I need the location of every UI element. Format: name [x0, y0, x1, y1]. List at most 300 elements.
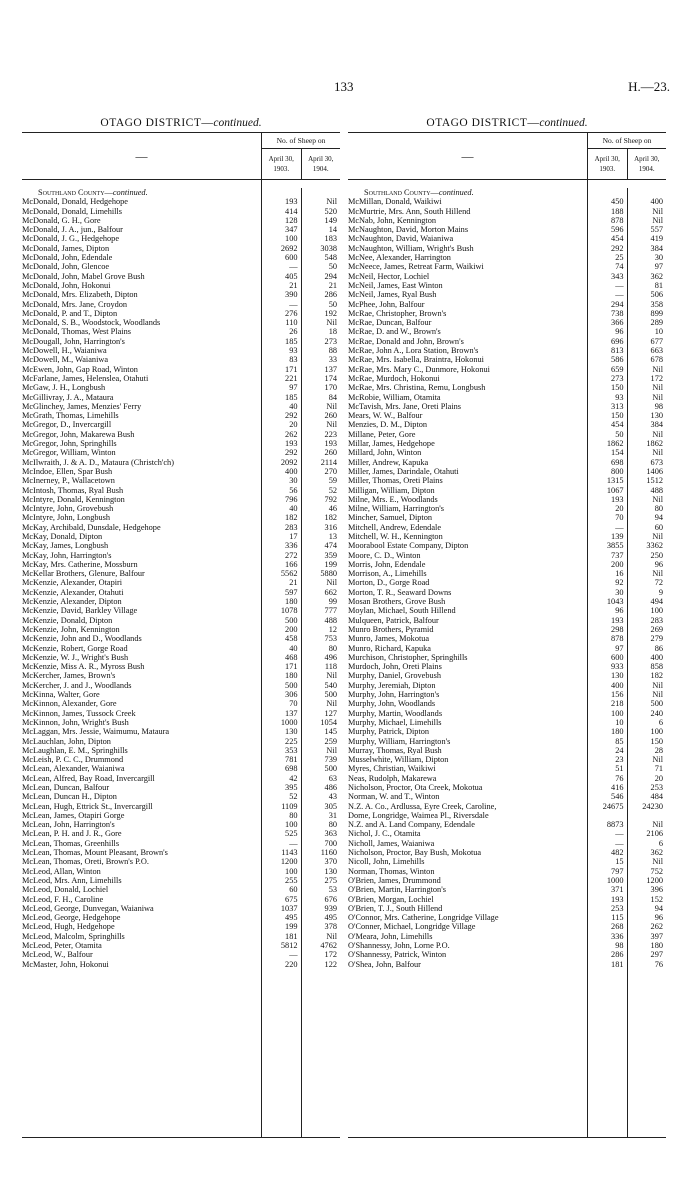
value-1904: 174: [324, 373, 337, 383]
value-1904: 43: [328, 792, 337, 802]
value-1903: 298: [611, 624, 624, 634]
table-row-name: McLean, James, Otapiri Gorge: [22, 810, 125, 820]
table-row-name: McLean, Duncan H., Dipton: [22, 792, 117, 802]
value-1903: 253: [611, 903, 624, 913]
table-row-name: McLeish, P. C. C., Drummond: [22, 755, 124, 765]
value-1903: 400: [611, 680, 624, 690]
value-1904: 260: [324, 448, 337, 458]
table-row-name: O'Brien, Morgan, Lochiel: [348, 894, 434, 904]
table-row-name: Murphy, John, Woodlands: [348, 699, 436, 709]
value-1903: 414: [285, 206, 298, 216]
column-1903: [588, 188, 627, 1137]
value-1903: —: [615, 290, 624, 300]
table-row-name: McLean, P. H. and J. R., Gore: [22, 829, 122, 839]
value-1904: 520: [324, 206, 337, 216]
table-row-name: McDonald, Thomas, West Plains: [22, 327, 131, 337]
table-row-name: McRae, D. and W., Brown's: [348, 327, 441, 337]
value-1904: 137: [324, 364, 337, 374]
value-1903: 5812: [280, 941, 298, 951]
value-1903: 83: [289, 355, 298, 365]
sheep-column-header: [587, 133, 666, 179]
table-row-name: Murphy, Martin, Woodlands: [348, 708, 443, 718]
value-1904: 506: [650, 290, 663, 300]
section-label: Southland County—continued.: [38, 188, 148, 197]
table-row-name: McRobie, William, Otamita: [348, 392, 441, 402]
value-1904: 99: [328, 597, 337, 607]
value-1904: 100: [650, 606, 663, 616]
value-1903: 130: [611, 671, 624, 681]
value-1904: 363: [324, 829, 337, 839]
value-1904: 400: [650, 652, 663, 662]
value-1903: 200: [285, 624, 298, 634]
table-row-name: McNab, John, Kennington: [348, 215, 437, 225]
table-row-name: McKenzie, Alexander, Otahuti: [22, 587, 124, 597]
value-1903: 405: [285, 271, 298, 281]
value-1903: 675: [285, 894, 298, 904]
name-column-header: —: [461, 148, 474, 163]
value-1904: 33: [328, 355, 337, 365]
table-row-name: McLeod, Mrs. Ann, Limehills: [22, 875, 122, 885]
value-1903: 137: [285, 708, 298, 718]
value-1904: 52: [328, 485, 337, 495]
value-1903: 313: [611, 401, 624, 411]
value-1904: 279: [650, 634, 663, 644]
value-1904: 297: [650, 950, 663, 960]
table-row-name: McIndoe, Ellen, Spar Bush: [22, 466, 113, 476]
table-row-name: McLeod, F. H., Caroline: [22, 894, 104, 904]
value-1904: 358: [650, 299, 663, 309]
table-row-name: McDowell, H., Waianiwa: [22, 346, 107, 356]
value-1904: 46: [328, 504, 337, 514]
value-1904: 495: [324, 913, 337, 923]
value-1904: 316: [324, 522, 337, 532]
value-1904: 172: [324, 950, 337, 960]
table-row-name: McNee, Alexander, Harrington: [348, 253, 451, 263]
value-1903: 343: [611, 271, 624, 281]
table-row-name: Murphy, Patrick, Dipton: [348, 727, 430, 737]
value-1904: 294: [324, 271, 337, 281]
table-row-name: Murphy, William, Harrington's: [348, 736, 451, 746]
value-1903: 737: [611, 550, 624, 560]
value-1904: Nil: [652, 206, 663, 216]
value-1903: 110: [285, 318, 298, 328]
value-1903: 97: [615, 643, 624, 653]
table-row-name: Musselwhite, William, Dipton: [348, 755, 449, 765]
table-row-name: O'Conner, Michael, Longridge Village: [348, 922, 476, 932]
value-1904: Nil: [326, 578, 337, 588]
value-1904: 118: [324, 662, 337, 672]
value-1903: 193: [611, 494, 624, 504]
date-1903-header: April 30, 1903.: [268, 155, 294, 173]
value-1903: 128: [285, 215, 298, 225]
table-row-name: McIlwraith, J. & A. D., Mataura (Christch'ch): [22, 457, 174, 467]
table-row-name: McLeod, Donald, Lochiel: [22, 885, 109, 895]
value-1903: 74: [615, 262, 624, 272]
table-row-name: McLeod, Malcolm, Springhills: [22, 931, 125, 941]
value-1904: 50: [328, 262, 337, 272]
value-1904: 59: [328, 476, 337, 486]
table-row-name: McRae, Christopher, Brown's: [348, 308, 447, 318]
table-row-name: McDonald, James, Dipton: [22, 243, 110, 253]
value-1904: 548: [324, 253, 337, 263]
table-body: [348, 180, 666, 1138]
value-1903: 100: [611, 708, 624, 718]
table-row-name: McDonald, John, Glencoe: [22, 262, 110, 272]
value-1904: 396: [650, 885, 663, 895]
table-row-name: McNaughton, William, Wright's Bush: [348, 243, 474, 253]
value-1903: 98: [615, 941, 624, 951]
value-1904: 150: [650, 736, 663, 746]
value-1903: 1000: [280, 717, 298, 727]
value-1903: 353: [285, 745, 298, 755]
table-row-name: Mosan Brothers, Grove Bush: [348, 597, 446, 607]
table-row-name: McLeod, Hugh, Hedgehope: [22, 922, 115, 932]
value-1904: 1406: [646, 466, 663, 476]
table-row-name: Miller, Thomas, Oreti Plains: [348, 476, 443, 486]
value-1904: 262: [650, 922, 663, 932]
value-1903: 3855: [606, 541, 624, 551]
value-1904: 199: [324, 559, 337, 569]
value-1904: 63: [328, 773, 337, 783]
value-1904: 494: [650, 597, 663, 607]
sheep-on-label: No. of Sheep on: [588, 133, 666, 149]
table-row-name: Miller, James, Darindale, Otahuti: [348, 466, 459, 476]
value-1903: 813: [611, 346, 624, 356]
value-1903: 400: [285, 466, 298, 476]
value-1903: 586: [611, 355, 624, 365]
district-title: OTAGO DISTRICT—: [426, 117, 540, 129]
table-header: [22, 132, 340, 180]
value-1903: 40: [289, 401, 298, 411]
value-1904: 10: [654, 327, 663, 337]
table-row-name: McDonald, P. and T., Dipton: [22, 308, 118, 318]
date-1904-header: April 30, 1904.: [301, 149, 341, 179]
table-row-name: McDonald, Donald, Limehills: [22, 206, 123, 216]
table-row-name: McLaughlan, E. M., Springhills: [22, 745, 128, 755]
value-1904: 678: [650, 355, 663, 365]
value-1904: Nil: [652, 820, 663, 830]
table-row-name: McKinna, Walter, Gore: [22, 690, 100, 700]
value-1904: 1512: [646, 476, 663, 486]
value-1903: 40: [289, 504, 298, 514]
value-1903: —: [289, 838, 298, 848]
value-1903: 1862: [606, 439, 624, 449]
value-1904: 540: [324, 680, 337, 690]
value-1903: 366: [611, 318, 624, 328]
table-row-name: McMillan, Donald, Waikiwi: [348, 197, 442, 207]
table-row-name: O'Shannessy, Patrick, Winton: [348, 950, 447, 960]
value-1903: 76: [615, 773, 624, 783]
district-continued: continued.: [213, 117, 262, 129]
table-row-name: O'Connor, Mrs. Catherine, Longridge Village: [348, 913, 499, 923]
value-1903: 933: [611, 662, 624, 672]
table-row-name: McLaggan, Mrs. Jessie, Waimumu, Mataura: [22, 727, 170, 737]
value-1903: 1078: [280, 606, 298, 616]
table-row-name: McKenzie, W. J., Wright's Bush: [22, 652, 129, 662]
left-column: [22, 114, 340, 1138]
value-1903: 180: [285, 671, 298, 681]
table-row-name: Morris, John, Edendale: [348, 559, 426, 569]
value-1903: —: [615, 280, 624, 290]
value-1904: 270: [324, 466, 337, 476]
value-1904: 98: [654, 401, 663, 411]
value-1903: 220: [285, 959, 298, 969]
value-1904: 397: [650, 931, 663, 941]
table-row-name: Menzies, D. M., Dipton: [348, 420, 428, 430]
value-1904: 13: [328, 531, 337, 541]
value-1904: 182: [650, 671, 663, 681]
section-label: Southland County—continued.: [364, 188, 474, 197]
value-1903: 156: [611, 690, 624, 700]
value-1904: 170: [324, 383, 337, 393]
table-row-name: Millar, James, Hedgehope: [348, 439, 435, 449]
value-1904: 130: [324, 866, 337, 876]
value-1904: Nil: [652, 364, 663, 374]
value-1903: 468: [285, 652, 298, 662]
value-1903: 17: [289, 531, 298, 541]
value-1903: 255: [285, 875, 298, 885]
table-row-name: Miller, Andrew, Kapuka: [348, 457, 429, 467]
value-1903: 50: [615, 429, 624, 439]
value-1903: 454: [611, 420, 624, 430]
value-1903: 171: [285, 662, 298, 672]
table-row-name: Myres, Christian, Waikiwi: [348, 764, 436, 774]
value-1903: 139: [611, 531, 624, 541]
value-1904: 275: [324, 875, 337, 885]
value-1903: 416: [611, 783, 624, 792]
value-1903: 292: [285, 411, 298, 421]
table-row-name: McGregor, William, Winton: [22, 448, 116, 458]
value-1904: 777: [324, 606, 337, 616]
value-1903: 221: [285, 373, 298, 383]
value-1903: 166: [285, 559, 298, 569]
value-1904: 792: [324, 494, 337, 504]
value-1903: 1315: [606, 476, 624, 486]
table-row-name: McLean, Hugh, Ettrick St., Invercargill: [22, 801, 153, 811]
value-1904: 5880: [320, 569, 337, 579]
value-1903: 2092: [280, 457, 298, 467]
table-row-name: O'Meara, John, Limehills: [348, 931, 433, 941]
value-1903: —: [615, 522, 624, 532]
value-1904: 127: [324, 708, 337, 718]
table-row-name: McRae, Murdoch, Hokonui: [348, 373, 440, 383]
value-1903: 30: [615, 587, 624, 597]
table-row-name: Murchison, Christopher, Springhills: [348, 652, 468, 662]
table-row-name: O'Brien, James, Drummond: [348, 875, 441, 885]
value-1903: 450: [611, 197, 624, 207]
value-1903: 93: [289, 346, 298, 356]
value-1903: 185: [285, 336, 298, 346]
table-row-name: Munro, James, Mokotua: [348, 634, 430, 644]
table-row-name: N.Z. A. Co., Ardlussa, Eyre Creek, Caroline,: [348, 801, 497, 811]
value-1904: 183: [324, 234, 337, 244]
value-1903: 100: [285, 234, 298, 244]
value-1904: Nil: [652, 215, 663, 225]
table-row-name: O'Shannessy, John, Lorne P.O.: [348, 941, 450, 951]
value-1903: 20: [289, 420, 298, 430]
value-1903: 800: [611, 466, 624, 476]
table-row-name: McFarlane, James, Helenslea, Otahuti: [22, 373, 149, 383]
table-row-name: McDonald, G. H., Gore: [22, 215, 101, 225]
value-1903: 180: [285, 597, 298, 607]
value-1903: 193: [285, 197, 298, 207]
value-1903: 273: [611, 373, 624, 383]
value-1903: 218: [611, 699, 624, 709]
value-1904: 30: [654, 253, 663, 263]
table-row-name: McDonald, J. G., Hedgehope: [22, 234, 120, 244]
value-1903: 200: [611, 559, 624, 569]
table-row-name: Munro Brothers, Pyramid: [348, 624, 434, 634]
table-row-name: McKenzie, Robert, Gorge Road: [22, 643, 128, 653]
page-number: 133: [334, 79, 354, 94]
value-1903: 292: [611, 243, 624, 253]
value-1904: Nil: [326, 318, 337, 328]
table-row-name: McGregor, John, Makarewa Bush: [22, 429, 135, 439]
table-row-name: McKinnon, James, Tussock Creek: [22, 708, 136, 718]
sheep-on-label: No. of Sheep on: [262, 133, 340, 149]
value-1904: 192: [324, 308, 337, 318]
value-1904: [628, 811, 667, 820]
value-1903: 100: [285, 820, 298, 830]
value-1904: 1054: [320, 717, 337, 727]
value-1904: 9: [658, 587, 663, 597]
value-1904: 1862: [646, 439, 663, 449]
value-1904: 858: [650, 662, 663, 672]
value-1903: 306: [285, 690, 298, 700]
table-row-name: McKenzie, Donald, Dipton: [22, 615, 113, 625]
table-row-name: McLean, Thomas, Oreti, Brown's P.O.: [22, 857, 149, 867]
table-row-name: McLean, Alexander, Waianiwa: [22, 764, 125, 774]
value-1903: 188: [611, 206, 624, 216]
value-1903: 659: [611, 364, 624, 374]
value-1904: 72: [654, 578, 663, 588]
value-1904: 94: [654, 513, 663, 523]
value-1904: Nil: [652, 755, 663, 765]
table-row-name: N.Z. and A. Land Company, Edendale: [348, 820, 475, 830]
table-row-name: McTavish, Mrs. Jane, Oreti Plains: [348, 401, 462, 411]
table-row-name: McGillivray, J. A., Mataura: [22, 392, 114, 402]
value-1904: Nil: [326, 197, 337, 207]
value-1904: Nil: [652, 569, 663, 579]
value-1903: 23: [615, 755, 624, 765]
value-1904: Nil: [326, 420, 337, 430]
value-1904: 3038: [320, 243, 337, 253]
value-1903: 2692: [280, 243, 298, 253]
table-row-name: McLean, Alfred, Bay Road, Invercargill: [22, 773, 155, 783]
value-1904: 88: [328, 346, 337, 356]
table-row-name: Millane, Peter, Gore: [348, 429, 416, 439]
value-1904: Nil: [652, 680, 663, 690]
table-row-name: McGrath, Thomas, Limehills: [22, 411, 119, 421]
table-row-name: Mitchell, W. H., Kennington: [348, 531, 443, 541]
value-1903: 51: [615, 764, 624, 774]
table-row-name: McDonald, J. A., jun., Balfour: [22, 225, 123, 235]
value-1904: 223: [324, 429, 337, 439]
table-row-name: McGlinchey, James, Menzies' Ferry: [22, 401, 142, 411]
value-1904: 500: [324, 690, 337, 700]
value-1904: 80: [328, 643, 337, 653]
table-row-name: McKay, Mrs. Catherine, Mossburn: [22, 559, 138, 569]
table-row-name: McNeece, James, Retreat Farm, Waikiwi: [348, 262, 484, 272]
table-header: [348, 132, 666, 180]
value-1903: 796: [285, 494, 298, 504]
value-1903: 24: [615, 745, 624, 755]
value-1904: 21: [328, 280, 337, 290]
value-1904: Nil: [652, 494, 663, 504]
table-row-name: Nicholson, Proctor, Ota Creek, Mokotua: [348, 783, 483, 792]
right-column: [348, 114, 666, 1138]
value-1903: 10: [615, 717, 624, 727]
value-1903: 96: [615, 327, 624, 337]
value-1903: 1000: [606, 875, 624, 885]
value-1904: 80: [654, 504, 663, 514]
table-row-name: McNeil, James, Ryal Bush: [348, 290, 437, 300]
value-1904: 100: [650, 727, 663, 737]
table-row-name: Milne, Mrs. E., Woodlands: [348, 494, 438, 504]
table-row-name: Millard, John, Winton: [348, 448, 422, 458]
value-1904: 663: [650, 346, 663, 356]
value-1903: 8873: [606, 820, 624, 830]
table-row-name: McEwen, John, Gap Road, Winton: [22, 364, 138, 374]
table-row-name: Murphy, Daniel, Grovebush: [348, 671, 442, 681]
column-1904: [301, 188, 341, 1137]
value-1904: 71: [654, 764, 663, 774]
table-row-name: McKay, Donald, Dipton: [22, 531, 103, 541]
value-1903: 15: [615, 857, 624, 867]
table-row-name: McDonald, John, Mabel Grove Bush: [22, 271, 145, 281]
value-1904: 6: [658, 838, 663, 848]
value-1903: 347: [285, 225, 298, 235]
value-1904: 253: [650, 783, 663, 792]
table-row-name: Milne, William, Harrington's: [348, 504, 444, 514]
value-1904: 180: [650, 941, 663, 951]
table-row-name: McRae, John A., Lora Station, Brown's: [348, 346, 479, 356]
value-1903: 696: [611, 336, 624, 346]
value-1904: 12: [328, 624, 337, 634]
value-1903: 70: [615, 513, 624, 523]
table-row-name: O'Brien, Martin, Harrington's: [348, 885, 446, 895]
column-1903: [262, 188, 301, 1137]
table-row-name: Moorabool Estate Company, Dipton: [348, 541, 469, 551]
value-1904: 81: [654, 280, 663, 290]
value-1904: 14: [328, 225, 337, 235]
value-1903: 5562: [280, 569, 298, 579]
value-1903: 600: [285, 253, 298, 263]
value-1903: 292: [285, 448, 298, 458]
table-row-name: Morton, D., Gorge Road: [348, 578, 430, 588]
value-1904: 1200: [646, 875, 663, 885]
value-1904: 362: [650, 848, 663, 858]
table-row-name: McIntyre, John, Grovebush: [22, 504, 114, 514]
value-1904: Nil: [652, 429, 663, 439]
table-row-name: McKenzie, Alexander, Dipton: [22, 597, 122, 607]
table-row-name: Mulqueen, Patrick, Balfour: [348, 615, 439, 625]
value-1904: 260: [324, 411, 337, 421]
value-1904: 24230: [642, 801, 663, 811]
value-1904: 84: [328, 392, 337, 402]
value-1904: 53: [328, 885, 337, 895]
table-row-name: McDonald, Donald, Hedgehope: [22, 197, 128, 207]
value-1903: 1109: [281, 801, 298, 811]
value-1903: 171: [285, 364, 298, 374]
column-1904: [627, 188, 667, 1137]
value-1903: 294: [611, 299, 624, 309]
value-1904: Nil: [326, 745, 337, 755]
value-1903: 180: [611, 727, 624, 737]
value-1903: 596: [611, 225, 624, 235]
table-row-name: McKenzie, John, Kennington: [22, 624, 120, 634]
value-1904: 97: [654, 262, 663, 272]
